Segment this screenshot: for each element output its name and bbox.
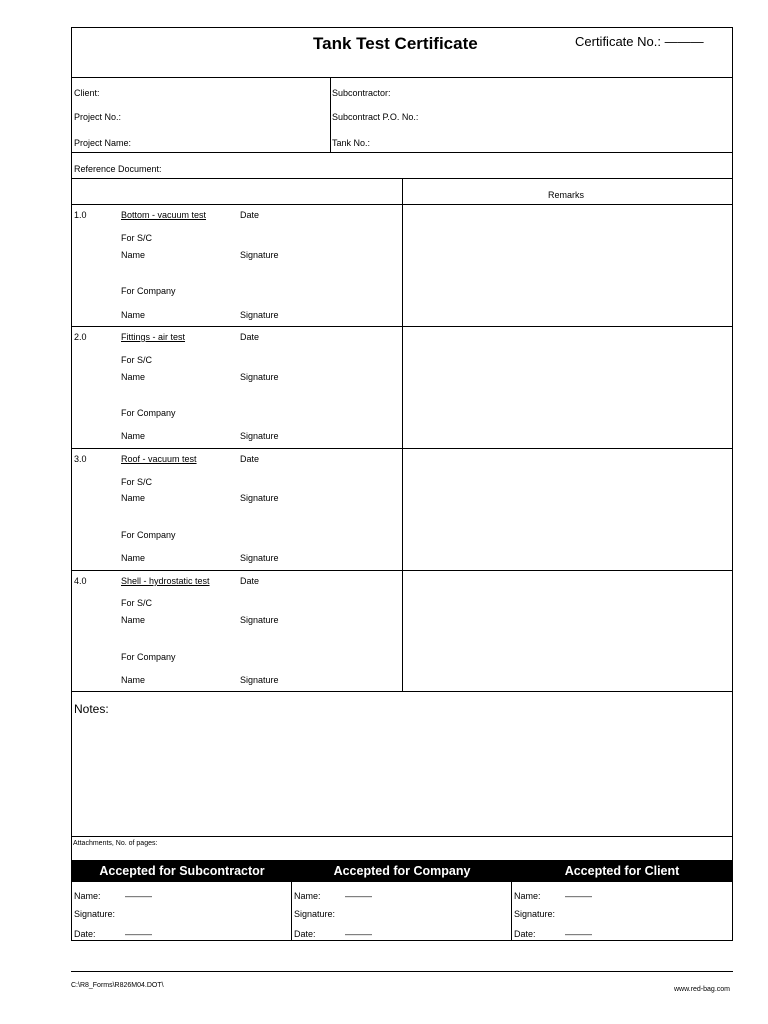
- for-sc-label: For S/C: [121, 598, 153, 608]
- date-label: Date: [240, 210, 260, 220]
- divider: [72, 836, 732, 837]
- name-label: Name:: [514, 891, 541, 901]
- signature-label: Signature: [240, 675, 279, 685]
- divider: [402, 178, 403, 691]
- signature-label: Signature: [240, 553, 279, 563]
- accepted-subcontractor-header: Accepted for Subcontractor: [99, 864, 265, 878]
- section-title: Shell - hydrostatic test: [121, 576, 210, 586]
- accepted-client-header: Accepted for Client: [564, 864, 680, 878]
- date-label: Date: [240, 332, 260, 342]
- section-number: 1.0: [74, 210, 87, 220]
- footer-file-path: C:\R8_Forms\R826M04.DOT\: [71, 982, 164, 989]
- notes-label: Notes:: [74, 702, 109, 716]
- section-title: Bottom - vacuum test: [121, 210, 207, 220]
- signature-label: Signature:: [74, 909, 116, 919]
- section-number: 3.0: [74, 454, 87, 464]
- divider: [72, 152, 732, 153]
- section-title: Roof - vacuum test: [121, 454, 197, 464]
- test-section: [72, 326, 402, 448]
- date-label: Date:: [294, 929, 316, 939]
- divider: [72, 691, 732, 692]
- signature-label: Signature: [240, 250, 279, 260]
- name-label: Name: [121, 431, 146, 441]
- signature-label: Signature: [240, 615, 279, 625]
- date-label: Date: [240, 454, 260, 464]
- section-number: 4.0: [74, 576, 87, 586]
- footer-rule: [71, 971, 733, 972]
- divider: [72, 77, 732, 78]
- date-label: Date:: [74, 929, 96, 939]
- certificate-form: [71, 27, 733, 941]
- for-sc-label: For S/C: [121, 355, 153, 365]
- test-section: [72, 448, 402, 570]
- reference-document-label: Reference Document:: [74, 164, 162, 174]
- certificate-number: Certificate No.: ———: [575, 34, 704, 49]
- subcontract-po-label: Subcontract P.O. No.:: [332, 112, 419, 122]
- for-company-label: For Company: [121, 530, 176, 540]
- tank-no-label: Tank No.:: [332, 138, 371, 148]
- acceptance-header-bar: [72, 860, 732, 882]
- test-section: [72, 570, 402, 691]
- divider: [330, 77, 331, 152]
- date-blank: ———: [125, 929, 152, 939]
- signature-label: Signature: [240, 372, 279, 382]
- name-blank: ———: [125, 891, 152, 901]
- signature-label: Signature: [240, 431, 279, 441]
- project-name-label: Project Name:: [74, 138, 132, 148]
- signature-label: Signature:: [294, 909, 336, 919]
- name-blank: ———: [565, 891, 592, 901]
- divider: [291, 882, 292, 940]
- test-section: [72, 204, 402, 326]
- name-label: Name: [121, 553, 146, 563]
- date-label: Date: [240, 576, 260, 586]
- section-number: 2.0: [74, 332, 87, 342]
- name-label: Name: [121, 250, 146, 260]
- date-blank: ———: [345, 929, 372, 939]
- subcontractor-label: Subcontractor:: [332, 88, 391, 98]
- name-label: Name: [121, 310, 146, 320]
- date-blank: ———: [565, 929, 592, 939]
- name-label: Name:: [74, 891, 101, 901]
- signature-label: Signature:: [514, 909, 556, 919]
- remarks-header: Remarks: [548, 190, 585, 200]
- name-label: Name:: [294, 891, 321, 901]
- name-label: Name: [121, 675, 146, 685]
- for-company-label: For Company: [121, 652, 176, 662]
- signature-label: Signature: [240, 310, 279, 320]
- for-company-label: For Company: [121, 408, 176, 418]
- name-label: Name: [121, 372, 146, 382]
- name-label: Name: [121, 493, 146, 503]
- divider: [511, 882, 512, 940]
- for-sc-label: For S/C: [121, 233, 153, 243]
- date-label: Date:: [514, 929, 536, 939]
- accepted-company-header: Accepted for Company: [333, 864, 471, 878]
- project-no-label: Project No.:: [74, 112, 122, 122]
- name-label: Name: [121, 615, 146, 625]
- for-sc-label: For S/C: [121, 477, 153, 487]
- footer-website: www.red-bag.com: [673, 986, 730, 993]
- for-company-label: For Company: [121, 286, 176, 296]
- name-blank: ———: [345, 891, 372, 901]
- signature-label: Signature: [240, 493, 279, 503]
- section-title: Fittings - air test: [121, 332, 186, 342]
- attachments-label: Attachments, No. of pages:: [73, 840, 158, 847]
- client-label: Client:: [74, 88, 100, 98]
- page-title: Tank Test Certificate: [313, 34, 478, 53]
